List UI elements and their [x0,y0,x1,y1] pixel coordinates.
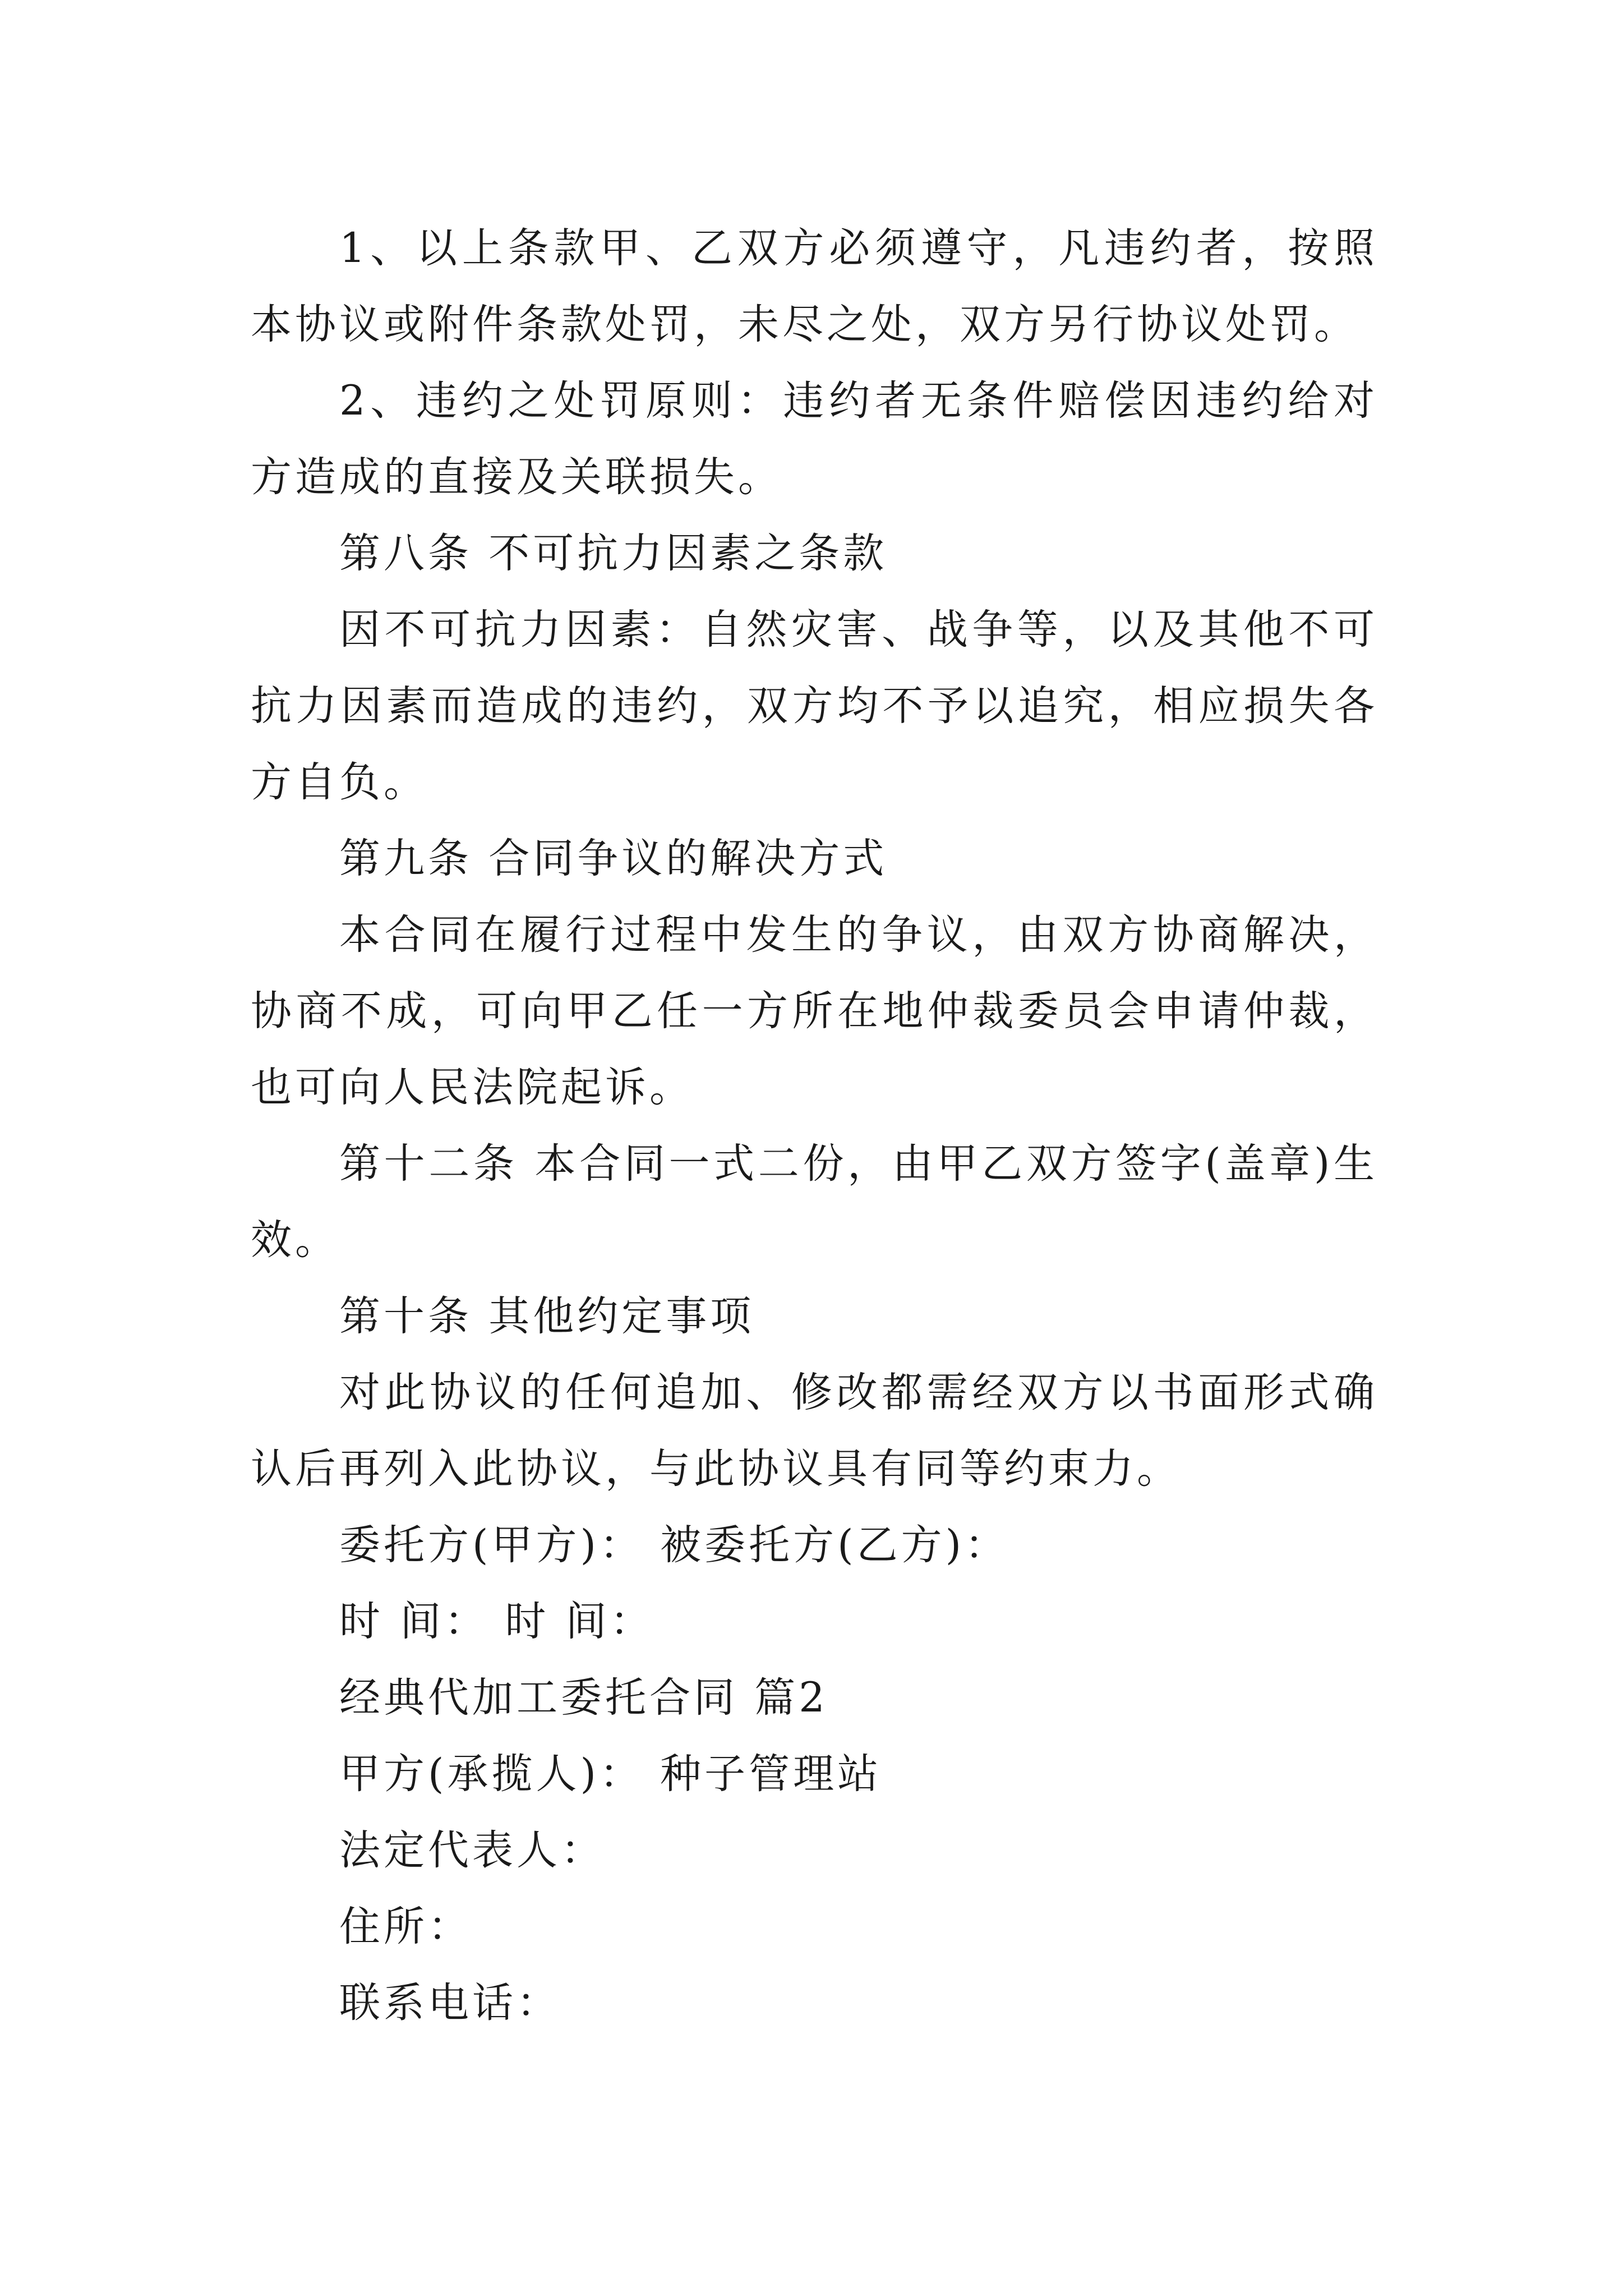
clause-paragraph: 对此协议的任何追加、修改都需经双方以书面形式确认后再列入此协议，与此协议具有同等约束力。 [251,1369,1378,1493]
party-line: 甲方(承揽人)： 种子管理站 [339,1750,882,1798]
contract-title: 经典代加工委托合同 篇2 [339,1674,828,1722]
clause-paragraph: 本合同在履行过程中发生的争议，由双方协商解决，协商不成，可向甲乙任一方所在地仲裁委员会申请仲裁，也可向人民法院起诉。 [251,911,1378,1111]
phone-line: 联系电话： [339,1979,561,2027]
section-heading: 第八条 不可抗力因素之条款 [339,530,888,577]
clause-paragraph: 因不可抗力因素：自然灾害、战争等，以及其他不可抗力因素而造成的违约，双方均不予以追究，相应损失各方自负。 [251,606,1378,806]
date-line: 时 间： 时 间： [339,1598,654,1645]
address-line: 住所： [339,1903,472,1950]
section-heading: 第九条 合同争议的解决方式 [339,835,888,882]
section-heading: 第十条 其他约定事项 [339,1292,755,1340]
document-body [251,210,1378,2041]
clause-paragraph: 第十二条 本合同一式二份，由甲乙双方签字(盖章)生效。 [251,1140,1378,1264]
signature-line: 委托方(甲方)： 被委托方(乙方)： [339,1521,1009,1569]
clause-paragraph: 1、以上条款甲、乙双方必须遵守，凡违约者，按照本协议或附件条款处罚，未尽之处，双方另行协议处罚。 [251,224,1378,348]
clause-paragraph: 2、违约之处罚原则：违约者无条件赔偿因违约给对方造成的直接及关联损失。 [251,377,1378,501]
representative-line: 法定代表人： [339,1826,605,1874]
